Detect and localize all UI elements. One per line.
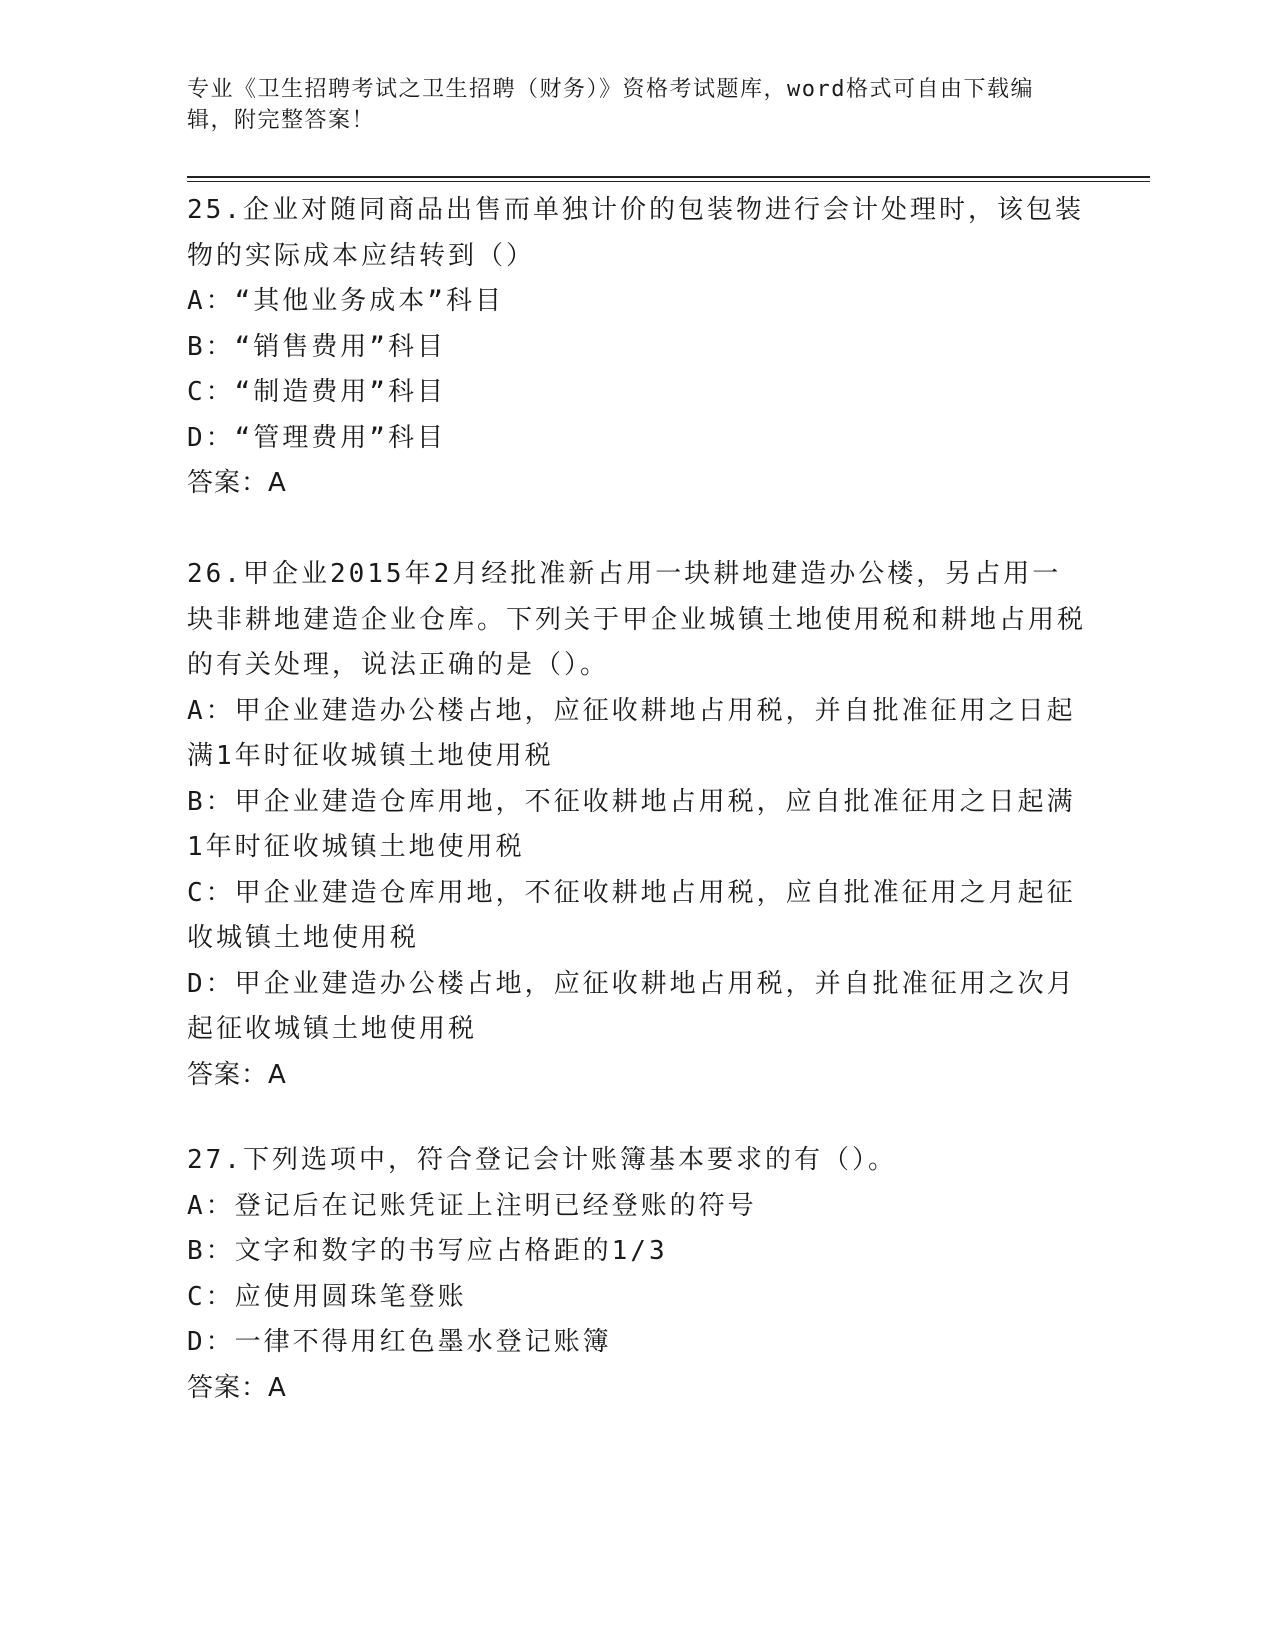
question-block xyxy=(187,552,1087,1098)
question-stem: 25.企业对随同商品出售而单独计价的包装物进行会计处理时，该包装物的实际成本应结转到（） xyxy=(187,195,1084,271)
answer-line: 答案：A xyxy=(187,1059,287,1090)
option-c: C：甲企业建造仓库用地，不征收耕地占用税，应自批准征用之月起征收城镇土地使用税 xyxy=(187,877,1076,953)
header-divider-thin xyxy=(187,181,1150,182)
option-c: C：应使用圆珠笔登账 xyxy=(187,1281,467,1312)
option-d: D：甲企业建造办公楼占地，应征收耕地占用税，并自批准征用之次月起征收城镇土地使用税 xyxy=(187,968,1076,1044)
option-d: D：“管理费用”科目 xyxy=(187,422,446,453)
question-block xyxy=(187,188,1087,507)
option-b: B：甲企业建造仓库用地，不征收耕地占用税，应自批准征用之日起满1年时征收城镇土地使用税 xyxy=(187,786,1076,862)
page-header-text: 专业《卫生招聘考试之卫生招聘（财务）》资格考试题库，word格式可自由下载编辑，附完整答案！ xyxy=(187,77,1034,133)
option-a: A：登记后在记账凭证上注明已经登账的符号 xyxy=(187,1190,757,1221)
header-divider-thick xyxy=(187,176,1150,178)
option-b: B：文字和数字的书写应占格距的1/3 xyxy=(187,1236,668,1266)
question-stem: 26.甲企业2015年2月经批准新占用一块耕地建造办公楼，另占用一块非耕地建造企业仓库。下列关于甲企业城镇土地使用税和耕地占用税的有关处理，说法正确的是（）。 xyxy=(187,559,1087,680)
option-b: B：“销售费用”科目 xyxy=(187,331,446,362)
answer-line: 答案：A xyxy=(187,468,287,498)
option-c: C：“制造费用”科目 xyxy=(187,377,446,407)
option-a: A：甲企业建造办公楼占地，应征收耕地占用税，并自批准征用之日起满1年时征收城镇土地使用税 xyxy=(187,695,1076,771)
option-a: A：“其他业务成本”科目 xyxy=(187,286,504,316)
question-stem: 27.下列选项中，符合登记会计账簿基本要求的有（）。 xyxy=(187,1145,897,1175)
option-d: D：一律不得用红色墨水登记账簿 xyxy=(187,1327,612,1357)
question-block xyxy=(187,1138,1087,1411)
answer-line: 答案：A xyxy=(187,1372,287,1403)
